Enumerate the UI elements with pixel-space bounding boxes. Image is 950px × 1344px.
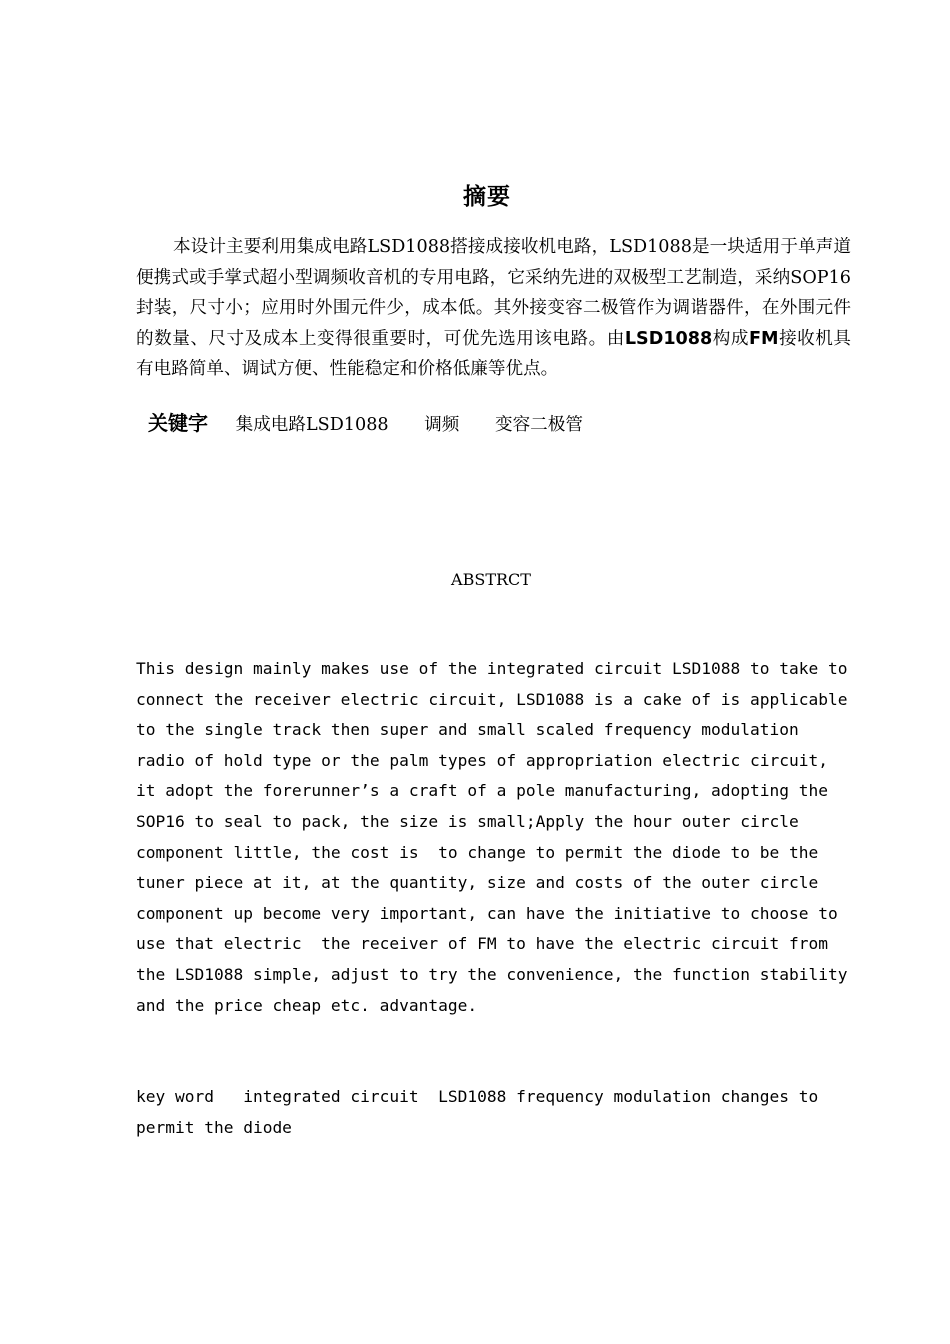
chinese-abstract-text-3: 接收机具有电路简单、调试方便、性能稳定和价格低廉等优点。	[136, 328, 851, 379]
english-abstract-line: tuner piece at it, at the quantity, size and costs of the outer circle	[136, 873, 819, 893]
english-abstract-line: to the single track then super and small scaled frequency modulation	[136, 720, 799, 740]
english-abstract-line: the LSD1088 simple, adjust to try the convenience, the function stability	[136, 964, 848, 984]
english-abstract-line: connect the receiver electric circuit, LSD1088 is a cake of is applicable	[136, 689, 848, 709]
chinese-keywords-label: 关键字	[148, 411, 208, 435]
english-abstract-line: use that electric the receiver of FM to have the electric circuit from	[136, 934, 828, 954]
chinese-keyword-item: 集成电路LSD1088	[235, 415, 389, 435]
chinese-abstract-title: 摘要	[463, 184, 511, 210]
english-keywords-line: key word integrated circuit LSD1088 frequency modulation changes to	[136, 1087, 819, 1106]
english-abstract-body	[136, 654, 856, 1021]
chinese-abstract-bold-fm: FM	[749, 328, 779, 349]
english-abstract-line: it adopt the forerunner’s a craft of a pole manufacturing, adopting the	[136, 781, 828, 801]
english-abstract-title: ABSTRCT	[451, 570, 531, 589]
english-keywords-line: permit the diode	[136, 1117, 292, 1137]
chinese-abstract-text-1: 本设计主要利用集成电路LSD1088搭接成接收机电路，LSD1088是一块适用于单声道便携式或手掌式超小型调频收音机的专用电路，它采纳先进的双极型工艺制造，采纳SOP16封装，尺寸小；应用时外围元件少，成本低。其外接变容二极管作为调谐器件，在外围元件的数量、尺寸及成本上变得很重要时，可优先选用该电路。由	[136, 237, 851, 349]
english-abstract-line: component little, the cost is to change to permit the diode to be the	[136, 842, 819, 862]
chinese-keyword-item: 调频	[424, 415, 460, 435]
chinese-abstract-text-2: 构成	[712, 328, 750, 349]
english-keywords	[136, 1082, 856, 1143]
english-abstract-line: radio of hold type or the palm types of appropriation electric circuit,	[136, 750, 828, 770]
chinese-abstract-bold-chip: LSD1088	[624, 328, 713, 349]
english-abstract-line: component up become very important, can have the initiative to choose to	[136, 903, 838, 923]
english-abstract-line: SOP16 to seal to pack, the size is small;Apply the hour outer circle	[136, 811, 799, 831]
chinese-keyword-item: 变容二极管	[494, 415, 583, 435]
chinese-abstract-body	[136, 232, 851, 385]
english-abstract-line: and the price cheap etc. advantage.	[136, 995, 478, 1015]
chinese-keywords	[148, 408, 613, 440]
english-abstract-line: This design mainly makes use of the integrated circuit LSD1088 to take to	[136, 659, 848, 678]
